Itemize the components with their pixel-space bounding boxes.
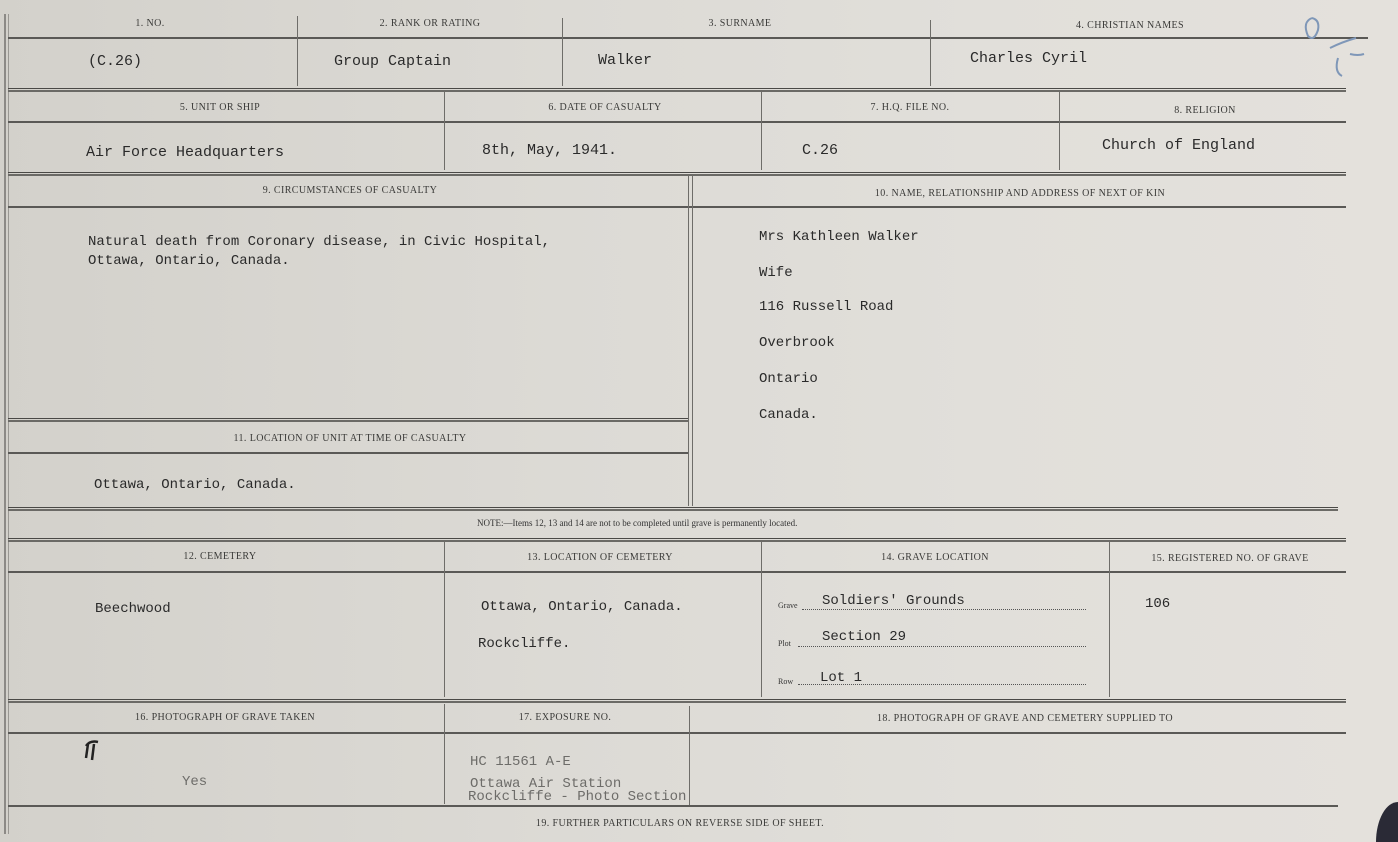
label-photo-supplied: 18. PHOTOGRAPH OF GRAVE AND CEMETERY SUPPLIED TO bbox=[877, 713, 1173, 724]
label-grave-location: 14. GRAVE LOCATION bbox=[881, 552, 989, 563]
value-photo-taken: Yes bbox=[182, 774, 208, 790]
label-location-of-cemetery: 13. LOCATION OF CEMETERY bbox=[527, 552, 673, 563]
label-registered-no: 15. REGISTERED NO. OF GRAVE bbox=[1151, 553, 1309, 564]
value-hq-file: C.26 bbox=[802, 142, 839, 159]
value-registered-no: 106 bbox=[1145, 596, 1171, 612]
label-unit: 5. UNIT OR SHIP bbox=[179, 102, 261, 113]
cemetery-location-line: Ottawa, Ontario, Canada. bbox=[481, 599, 683, 615]
divider bbox=[930, 20, 931, 86]
rule bbox=[8, 418, 688, 422]
value-grave: Soldiers' Grounds bbox=[822, 593, 965, 609]
divider bbox=[761, 542, 762, 697]
divider bbox=[297, 16, 298, 86]
dotted-line bbox=[798, 646, 1086, 647]
divider bbox=[444, 542, 445, 697]
rule bbox=[8, 571, 1346, 573]
rule bbox=[8, 538, 1346, 542]
kin-line: 116 Russell Road bbox=[759, 299, 894, 315]
page-corner bbox=[1376, 802, 1398, 842]
kin-line: Wife bbox=[759, 265, 793, 281]
divider bbox=[688, 176, 689, 506]
label-circumstances: 9. CIRCUMSTANCES OF CASUALTY bbox=[262, 185, 438, 196]
value-row: Lot 1 bbox=[820, 670, 863, 686]
rule bbox=[8, 88, 1346, 92]
exposure-line: Ottawa Air Station bbox=[470, 776, 622, 792]
note-text: NOTE:—Items 12, 13 and 14 are not to be completed until grave is permanently located. bbox=[477, 518, 798, 528]
label-date: 6. DATE OF CASUALTY bbox=[548, 102, 662, 113]
label-rank: 2. RANK OR RATING bbox=[379, 18, 481, 29]
divider bbox=[689, 706, 690, 806]
divider bbox=[692, 176, 693, 506]
ink-mark-icon bbox=[82, 738, 104, 768]
card-edge bbox=[4, 14, 6, 834]
value-religion: Church of England bbox=[1102, 137, 1256, 154]
label-hq-file: 7. H.Q. FILE NO. bbox=[870, 102, 950, 113]
divider bbox=[1059, 92, 1060, 170]
plot-field-label: Plot bbox=[778, 639, 791, 648]
kin-line: Mrs Kathleen Walker bbox=[759, 229, 919, 245]
divider bbox=[444, 704, 445, 804]
circumstances-line: Ottawa, Ontario, Canada. bbox=[88, 253, 290, 269]
value-christian-names: Charles Cyril bbox=[970, 50, 1088, 67]
value-no: (C.26) bbox=[88, 53, 143, 70]
divider bbox=[1109, 542, 1110, 697]
exposure-line: Rockcliffe - Photo Section bbox=[468, 789, 687, 805]
label-religion: 8. RELIGION bbox=[1174, 105, 1236, 116]
rule bbox=[8, 121, 1346, 123]
label-christian-names: 4. CHRISTIAN NAMES bbox=[1075, 20, 1185, 31]
label-further-particulars: 19. FURTHER PARTICULARS ON REVERSE SIDE OF SHEET. bbox=[535, 818, 825, 829]
value-unit: Air Force Headquarters bbox=[86, 144, 285, 161]
label-next-of-kin: 10. NAME, RELATIONSHIP AND ADDRESS OF NEXT OF KIN bbox=[874, 188, 1166, 199]
pencil-mark-icon bbox=[1290, 8, 1390, 78]
rule bbox=[8, 452, 688, 454]
value-plot: Section 29 bbox=[822, 629, 907, 645]
row-field-label: Row bbox=[778, 677, 794, 686]
grave-field-label: Grave bbox=[778, 601, 798, 610]
kin-line: Ontario bbox=[759, 371, 818, 387]
label-no: 1. NO. bbox=[135, 18, 165, 29]
value-location-of-unit: Ottawa, Ontario, Canada. bbox=[94, 477, 296, 493]
label-location-of-unit: 11. LOCATION OF UNIT AT TIME OF CASUALTY bbox=[233, 433, 467, 444]
kin-line: Canada. bbox=[759, 407, 818, 423]
label-exposure-no: 17. EXPOSURE NO. bbox=[518, 712, 612, 723]
value-date: 8th, May, 1941. bbox=[482, 142, 618, 159]
rule bbox=[8, 37, 1368, 39]
rule bbox=[8, 805, 1338, 807]
cemetery-location-line: Rockcliffe. bbox=[478, 636, 571, 652]
exposure-line: HC 11561 A-E bbox=[470, 754, 571, 770]
divider bbox=[444, 92, 445, 170]
label-photo-taken: 16. PHOTOGRAPH OF GRAVE TAKEN bbox=[135, 712, 315, 723]
rule bbox=[8, 507, 1338, 511]
card-edge bbox=[8, 14, 9, 834]
value-rank: Group Captain bbox=[334, 53, 452, 70]
label-cemetery: 12. CEMETERY bbox=[183, 551, 257, 562]
dotted-line bbox=[802, 609, 1086, 610]
rule bbox=[8, 206, 1346, 208]
value-cemetery: Beechwood bbox=[95, 601, 171, 617]
value-surname: Walker bbox=[598, 52, 653, 69]
divider bbox=[761, 92, 762, 170]
circumstances-line: Natural death from Coronary disease, in Civic Hospital, bbox=[88, 234, 551, 250]
rule bbox=[8, 732, 1346, 734]
divider bbox=[562, 18, 563, 86]
rule bbox=[8, 699, 1346, 703]
rule bbox=[8, 172, 1346, 176]
kin-line: Overbrook bbox=[759, 335, 835, 351]
label-surname: 3. SURNAME bbox=[708, 18, 772, 29]
